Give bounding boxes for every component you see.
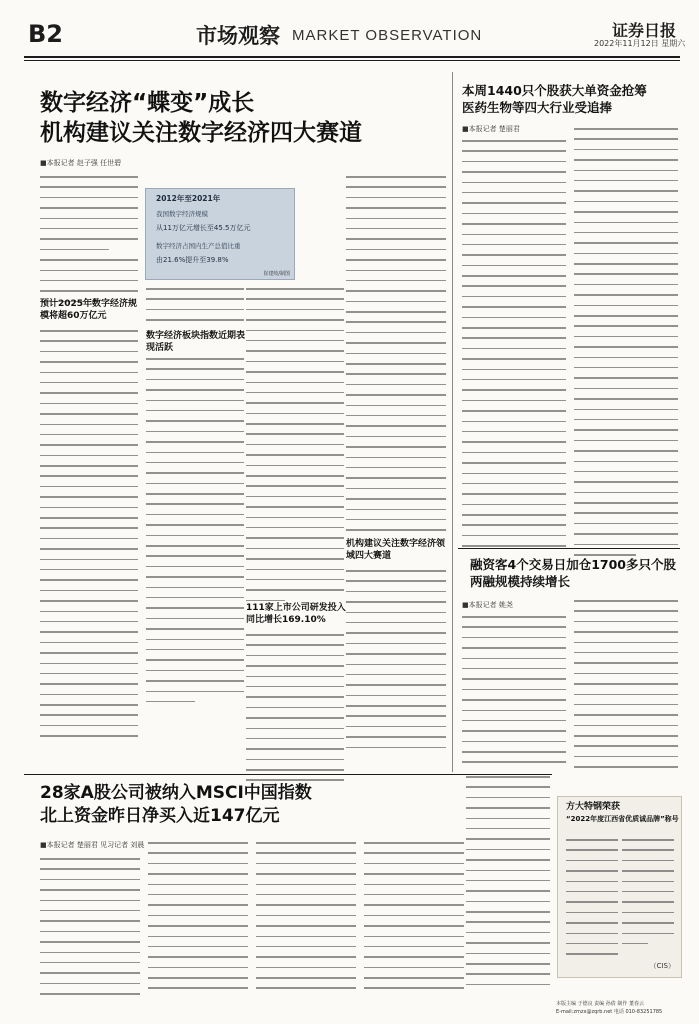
lead-subhead-2: 数字经济板块指数近期表现活跃 [146, 331, 246, 353]
lead-col3-text [246, 634, 344, 790]
lead-col4-text [346, 176, 446, 540]
mid-right-rule [458, 548, 680, 549]
mid-right-headline-line2: 两融规模持续增长 [470, 574, 571, 589]
infographic-line2: 数字经济占国内生产总值比重 [156, 242, 241, 250]
right-col1-text [462, 140, 566, 556]
promo-title-line2: “2022年度江西省优质诚品牌”称号 [566, 815, 679, 823]
section-title: 市场观察 [196, 24, 280, 48]
promo-col2-text [622, 839, 674, 953]
mid-right-headline-line1: 融资客4个交易日加仓1700多只个股 [470, 557, 676, 572]
promo-title [566, 801, 679, 824]
lead-col2-text-top [146, 288, 244, 330]
promo-box [557, 796, 682, 978]
infographic-line1: 我国数字经济规模 [156, 210, 208, 218]
bottom-col4-text [364, 842, 464, 998]
promo-footer-code: （CIS） [649, 962, 675, 970]
bottom-col3-text [256, 842, 356, 998]
lead-subhead-4: 机构建议关注数字经济领域四大赛道 [346, 539, 446, 561]
bottom-byline: ■本报记者 楚丽君 见习记者 刘晨 [40, 841, 145, 849]
issue-date: 2022年11月12日 星期六 [594, 39, 686, 48]
column-divider [452, 72, 453, 772]
lead-col1-text [40, 176, 138, 311]
lead-headline [40, 88, 420, 148]
lead-subhead-1: 预计2025年数字经济规模将超60万亿元 [40, 299, 138, 321]
right-headline-line2: 医药生物等四大行业受追捧 [462, 100, 613, 115]
lead-byline: ■本报记者 赵子强 任世碧 [40, 159, 122, 167]
bottom-headline [40, 782, 540, 828]
mid-right-col1-text [462, 616, 566, 772]
right-headline [462, 82, 682, 116]
stats-infographic [145, 188, 295, 280]
lead-col4-text-2 [346, 570, 446, 757]
footer-editors: 本版主编 于德良 责编 孙倩 制作 董春云 [556, 1001, 644, 1007]
footer-contact: E-mail:zmzx@zqrb.net 电话 010-83251785 [556, 1009, 663, 1015]
mid-right-byline: ■本报记者 姚尧 [462, 601, 513, 609]
infographic-credit: 崔建岐/制图 [263, 271, 290, 277]
bottom-article-rule [24, 774, 552, 775]
masthead-rule [24, 56, 680, 58]
infographic-value2: 由21.6%提升至39.8% [156, 256, 229, 264]
mid-right-headline [470, 556, 680, 590]
lead-headline-line2: 机构建议关注数字经济四大赛道 [40, 120, 362, 146]
bottom-col5-text [466, 776, 550, 994]
mid-right-col2-text [574, 600, 678, 777]
right-headline-line1: 本周1440只个股获大单资金抢筹 [462, 83, 647, 98]
lead-col2-text [146, 358, 244, 711]
bottom-headline-line2: 北上资金昨日净买入近147亿元 [40, 806, 280, 826]
promo-col1-text [566, 839, 618, 964]
infographic-title: 2012年至2021年 [156, 194, 221, 203]
bottom-col2-text [148, 842, 248, 998]
lead-col3-text-top [246, 288, 344, 610]
right-byline: ■本报记者 楚丽君 [462, 125, 520, 133]
lead-headline-line1: 数字经济“蝶变”成长 [40, 90, 255, 116]
page-number: B2 [28, 20, 63, 48]
infographic-value1: 从11万亿元增长至45.5万亿元 [156, 224, 251, 232]
newspaper-logo: 证券日报 [612, 21, 677, 40]
promo-title-line1: 方大特钢荣获 [566, 802, 621, 812]
page-footer [556, 1000, 662, 1016]
bottom-col1-text [40, 858, 140, 1003]
masthead-rule-thin [24, 60, 680, 61]
section-title-en: MARKET OBSERVATION [292, 27, 483, 44]
lead-col1-text-2 [40, 330, 138, 746]
lead-subhead-3: 111家上市公司研发投入同比增长169.10% [246, 603, 346, 625]
bottom-headline-line1: 28家A股公司被纳入MSCI中国指数 [40, 783, 312, 803]
right-col2-text [574, 128, 678, 564]
